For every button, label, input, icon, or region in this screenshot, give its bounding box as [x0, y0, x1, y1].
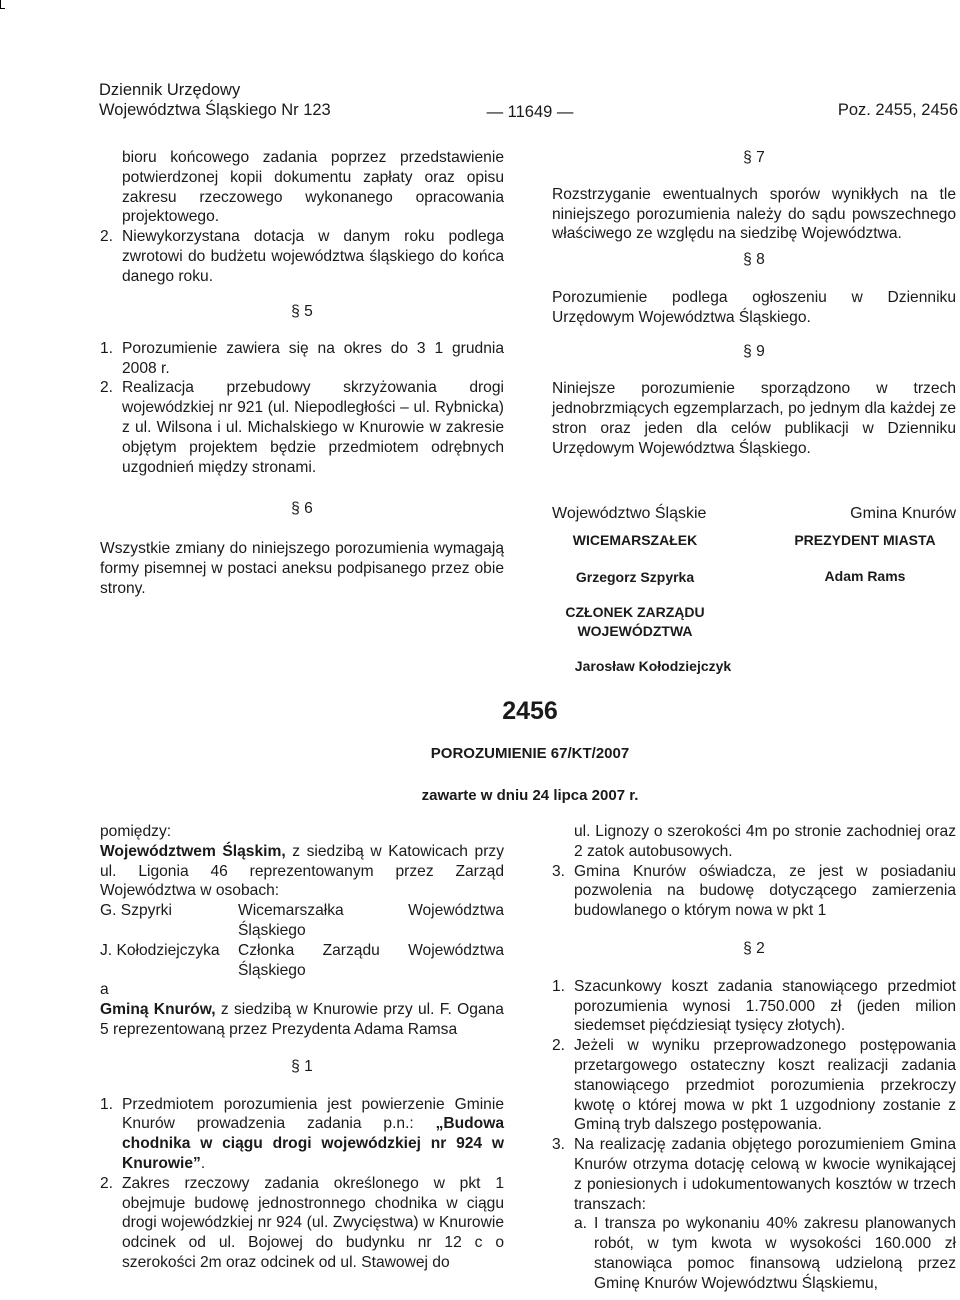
party-2-name: Gminą Knurów, [100, 1001, 216, 1019]
conjunction: a [100, 981, 109, 999]
journal-line-1: Dziennik Urzędowy [99, 81, 241, 99]
section-7-title: § 7 [743, 149, 765, 166]
document-number: 2456 [502, 697, 558, 725]
item-text: Na realizację zadania objętego porozumieniem Gmina Knurów otrzyma dotację celową w kwocie wynikającej z poniesionych i udokumentowanych kosztów w trzech transzach: [574, 1136, 956, 1213]
board-member-title-line-2: WOJEWÓDZTWA [577, 623, 693, 639]
section-6-title: § 6 [291, 500, 313, 518]
representative-name: G. Szpyrki [100, 902, 172, 920]
section-1-item-2-continued [552, 822, 956, 862]
item-text: Niewykorzystana dotacja w danym roku podlega zwrotowi do budżetu województwa śląskiego do końca danego roku. [122, 228, 504, 285]
party-1-details: z siedzibą w Katowicach przy ul. Ligonia 46 reprezentowanym przez Zarząd Województwa w osobach: [100, 842, 505, 900]
task-name: „Budowa chodnika w ciągu drogi wojewódzkiej nr 924 w Knurowie” [122, 1115, 504, 1172]
item-text: Przedmiotem porozumienia jest powierzenie Gminie Knurów prowadzenia zadania p.n.: [122, 1095, 504, 1133]
section-9-text: Niniejsze porozumienie sporządzono w trzech jednobrzmiących egzemplarzach, po jednym dla każdej ze stron oraz jeden dla celów publikacji w Dzienniku Urzędowym Województwa Śląskiego. [552, 380, 956, 457]
section-2-item-1 [552, 977, 956, 1036]
mayor-title: PREZYDENT MIASTA [794, 532, 936, 548]
item-text: Gmina Knurów oświadcza, ze jest w posiadaniu pozwolenia na budowę dotyczącego zamierzenia budowlanego o którym nowa w pkt 1 [574, 862, 956, 920]
lower-left-column [100, 822, 504, 1273]
intro-paragraph: bioru końcowego zadania poprzez przedstawienie potwierdzonej kopii dokumentu zapłaty oraz opisu zakresu rzeczowego wykonanego opracowania projektowego. [122, 149, 504, 226]
party-2-heading: Gmina Knurów [850, 505, 956, 522]
item-number: 2. [100, 1174, 114, 1192]
section-8-title: § 8 [743, 251, 765, 269]
section-2-title: § 2 [743, 939, 765, 957]
mayor-name: Adam Rams [824, 568, 906, 584]
representative-2 [100, 941, 504, 981]
item-number: 3. [552, 1136, 566, 1154]
section-1-item-3 [552, 862, 956, 921]
journal-line-2: Województwa Śląskiego Nr 123 [99, 101, 331, 119]
section-2-item-3a [574, 1214, 956, 1293]
section-2-item-2 [552, 1036, 956, 1135]
page-number: — 11649 — [486, 103, 574, 121]
vice-marshal-name: Grzegorz Szpyrka [575, 569, 695, 585]
party-1-name: Województwem Śląskim, [100, 842, 286, 860]
lower-right-column [552, 822, 956, 1294]
item-text: Zakres rzeczowy zadania określonego w pkt 1 obejmuje budowę jednostronnego chodnika w ciągu drogi wojewódzkiej nr 924 (ul. Zwycięstwa) w Knurowie odcinek od ul. Bojowej do budynku nr 12 c o szerokości 2m oraz odcinek od ul. Stawowej do [122, 1174, 504, 1271]
section-5-title: § 5 [291, 303, 313, 320]
position-number: Poz. 2455, 2456 [837, 101, 958, 119]
representative-role: Wicemarszałka Województwa Śląskiego [238, 902, 504, 939]
board-member-title-line-1: CZŁONEK ZARZĄDU [565, 604, 705, 620]
section-7-text: Rozstrzyganie ewentualnych sporów wynikłych na tle niniejszego porozumienia należy do sądu powszechnego właściwego ze względu na siedzibę Województwa. [552, 185, 956, 243]
item-text: Jeżeli w wyniku przeprowadzonego postępowania przetargowego ostateczny koszt realizacji zadania stanowiącego przedmiot porozumienia przekroczy kwotę o której mowa w pkt 1 uzgodniony zostanie z Gminą tryb dalszego postępowania. [574, 1037, 956, 1134]
section-5-item-2 [100, 378, 504, 477]
section-1-item-2 [100, 1174, 504, 1273]
agreement-date: zawarte w dniu 24 lipca 2007 r. [421, 787, 639, 804]
section-2-item-3 [552, 1135, 956, 1293]
board-member-title [540, 603, 730, 641]
item-number: 2. [552, 1037, 566, 1055]
section-5-item-1 [100, 339, 504, 379]
item-text: Porozumienie zawiera się na okres do 3 1 grudnia 2008 r. [122, 339, 504, 377]
crop-mark [0, 0, 5, 9]
representative-role: Członka Zarządu Województwa Śląskiego [238, 941, 504, 979]
upper-left-column-2 [100, 302, 504, 599]
item-text: Realizacja przebudowy skrzyżowania drogi wojewódzkiej nr 921 (ul. Niepodległości – ul. Rybnicka) z ul. Wilsona i ul. Michalskiego w Knurowie w zakresie objętym projektem będzie przedmiotem odrębnych uzgodnień między stronami. [122, 379, 504, 476]
vice-marshal-title: WICEMARSZAŁEK [572, 532, 698, 548]
section-6-text: Wszystkie zmiany do niniejszego porozumienia wymagają formy pisemnej w postaci aneksu podpisanego przez obie strony. [100, 540, 504, 597]
section-9-title: § 9 [743, 342, 765, 360]
representative-name: J. Kołodziejczyka [100, 941, 220, 959]
item-text: Szacunkowy koszt zadania stanowiącego przedmiot porozumienia wynosi 1.750.000 zł (jeden milion siedemset pięćdziesiąt tysięcy złotych). [574, 977, 956, 1035]
item-number: 3. [552, 862, 566, 880]
item-text: ul. Lignozy o szerokości 4m po stronie zachodniej oraz 2 zatok autobusowych. [574, 823, 956, 860]
journal-title [99, 80, 331, 120]
item-number: 1. [100, 339, 114, 357]
section-1-item-1 [100, 1095, 504, 1174]
upper-left-column [100, 148, 504, 287]
upper-right-column [552, 148, 956, 459]
item-number: 1. [552, 977, 566, 995]
party-1-heading: Województwo Śląskie [552, 505, 707, 522]
party-2-details: z siedzibą w Knurowie przy ul. F. Ogana 5 reprezentowaną przez Prezydenta Adama Ramsa [100, 1001, 504, 1038]
party-2-description [100, 1000, 504, 1040]
item-letter: a. [574, 1215, 588, 1233]
item-number: 2. [100, 379, 114, 397]
item-text: I transza po wykonaniu 40% zakresu planowanych robót, w tym kwota w wysokości 160.000 zł stanowiąca pomoc finansową udzieloną przez Gminę Knurów Województwu Śląskiemu, [594, 1215, 956, 1292]
representative-1 [100, 901, 504, 941]
item-number: 2. [100, 228, 114, 246]
board-member-name: Jarosław Kołodziejczyk [574, 658, 732, 674]
section-1-title: § 1 [291, 1057, 313, 1075]
item-number: 1. [100, 1095, 114, 1113]
party-1-description [100, 842, 504, 901]
between-label: pomiędzy: [100, 823, 172, 840]
section-8-text: Porozumienie podlega ogłoszeniu w Dzienniku Urzędowym Województwa Śląskiego. [552, 288, 956, 326]
item-text-end: . [200, 1154, 206, 1172]
list-item-2 [100, 227, 504, 286]
agreement-title: POROZUMIENIE 67/KT/2007 [430, 745, 630, 762]
